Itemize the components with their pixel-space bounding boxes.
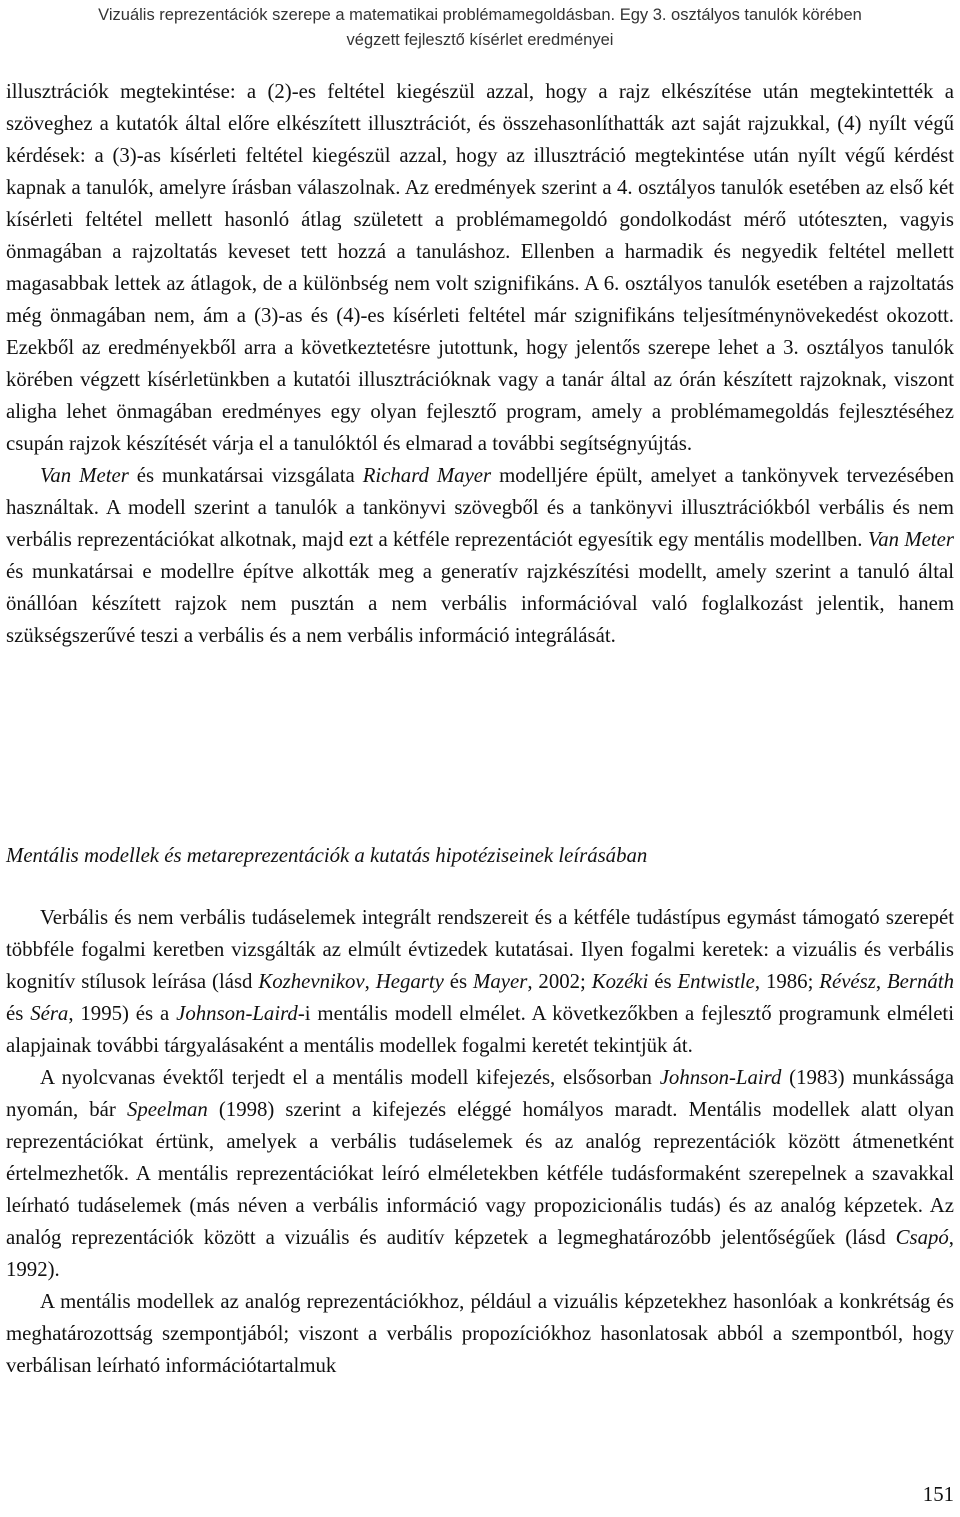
author-name: Kozhevnikov	[258, 970, 365, 993]
author-name: Entwistle	[677, 970, 755, 993]
author-name: Johnson-Laird	[176, 1002, 298, 1025]
author-name: Bernáth	[886, 970, 954, 993]
author-name: Van Meter	[867, 528, 954, 551]
paragraph-van-meter: Van Meter és munkatársai vizsgálata Richard Mayer modelljére épült, amelyet a tankönyvek tervezésében használtak. A modell szerint a tanulók a tankönyvi szövegből és a tankönyvi illusztrációkból verbális és nem verbális reprezentációkat alkotnak, majd ezt a kétféle reprezentációt egyesítik egy mentális modellben. Van Meter és munkatársai e modellre építve alkották meg a generatív rajzkészítési modellt, amely szerint a tanuló által önállóan készített rajzok nem pusztán a nem verbális információval való foglalkozást jelentik, hanem szükségszerűvé teszi a verbális és a nem verbális információ integrálását.	[6, 464, 954, 647]
author-name: Mayer	[473, 970, 528, 993]
body-text	[6, 76, 954, 652]
author-name: Séra	[30, 1002, 69, 1025]
paragraph-analog-representations: A mentális modellek az analóg reprezentációkhoz, például a vizuális képzetekhez hasonlóak a konkrétság és meghatározottság szempontjából; viszont a verbális propozíciókhoz hasonlatosak abból a szempontból, hogy verbálisan leírható információtartalmuk	[6, 1290, 954, 1377]
paragraph-continued: illusztrációk megtekintése: a (2)-es feltétel kiegészül azzal, hogy a rajz elkészítése után megtekintették a szöveghez a kutatók által előre elkészített illusztrációt, és összehasonlíthatták azt saját rajzukkal, (4) nyílt végű kérdések: a (3)-as kísérleti feltétel kiegészül azzal, hogy az illusztráció megtekintése után nyílt végű kérdést kapnak a tanulók, amelyre írásban válaszolnak. Az eredmények szerint a 4. osztályos tanulók esetében az első két kísérleti feltétel mellett hasonló átlag született a problémamegoldó gondolkodást mérő utóteszten, vagyis önmagában a rajzoltatás keveset tett hozzá a tanuláshoz. Ellenben a harmadik és negyedik feltétel mellett magasabbak lettek az átlagok, de a különbség nem volt szignifikáns. A 6. osztályos tanulók esetében a rajzoltatás még önmagában nem, ám a (3)-as és (4)-es kísérleti feltétel már szignifikáns teljesítménynövekedést okozott. Ezekből az eredményekből arra a következtetésre jutottunk, hogy jelentős szerepe lehet a 3. osztályos tanulók körében végzett kísérletünkben a kutatói illusztrációknak vagy a tanár által az órán készített rajzoknak, viszont aligha lehet önmagában eredményes egy olyan fejlesztő program, amely a problémamegoldás fejlesztéséhez csupán rajzok készítését várja el a tanulóktól és elmarad a további segítségnyújtás.	[6, 80, 954, 455]
paragraph-frameworks: Verbális és nem verbális tudáselemek integrált rendszereit és a kétféle tudástípus egymást támogató szerepét többféle fogalmi keretben vizsgálták az elmúlt évtizedek kutatásai. Ilyen fogalmi keretek: a vizuális és verbális kognitív stílusok leírása (lásd Kozhevnikov, Hegarty és Mayer, 2002; Kozéki és Entwistle, 1986; Révész, Bernáth és Séra, 1995) és a Johnson-Laird-i mentális modell elmélet. A következőkben a fejlesztő programunk elméleti alapjainak további tárgyalásaként a mentális modellek fogalmi keretét tekintjük át.	[6, 906, 954, 1057]
author-name: Kozéki	[591, 970, 649, 993]
paragraph-mental-model-history: A nyolcvanas évektől terjedt el a mentális modell kifejezés, elsősorban Johnson-Laird (1983) munkássága nyomán, bár Speelman (1998) szerint a kifejezés eléggé homályos maradt. Mentális modellek alatt olyan reprezentációkat értünk, amelyek a verbális tudáselemek és az analóg reprezentációk között átmenetként értelmezhetők. A mentális reprezentációkat leíró elméletekben kétféle tudásformaként szerepelnek a szavakkal leírható tudáselemek (más néven a verbális információ vagy propozicionális tudás) és az analóg képzetek. Az analóg reprezentációk között a vizuális és auditív képzetek a legmeghatározóbb jelentőségűek (lásd Csapó, 1992).	[6, 1066, 954, 1281]
author-name: Johnson-Laird	[659, 1066, 782, 1089]
section-body	[6, 902, 954, 1382]
author-name: Hegarty	[375, 970, 444, 993]
author-name: Van Meter	[40, 464, 129, 487]
section-title: Mentális modellek és metareprezentációk a kutatás hipotéziseinek leírásában	[6, 844, 648, 867]
author-name: Richard Mayer	[362, 464, 492, 487]
page-number: 151	[922, 1483, 954, 1506]
author-name: Révész	[819, 970, 876, 993]
running-header-line-2: végzett fejlesztő kísérlet eredményei	[346, 31, 614, 49]
author-name: Csapó	[895, 1226, 949, 1249]
running-header	[0, 3, 960, 53]
running-header-line-1: Vizuális reprezentációk szerepe a matematikai problémamegoldásban. Egy 3. osztályos tanulók körében	[98, 6, 862, 24]
author-name: Speelman	[126, 1098, 208, 1121]
